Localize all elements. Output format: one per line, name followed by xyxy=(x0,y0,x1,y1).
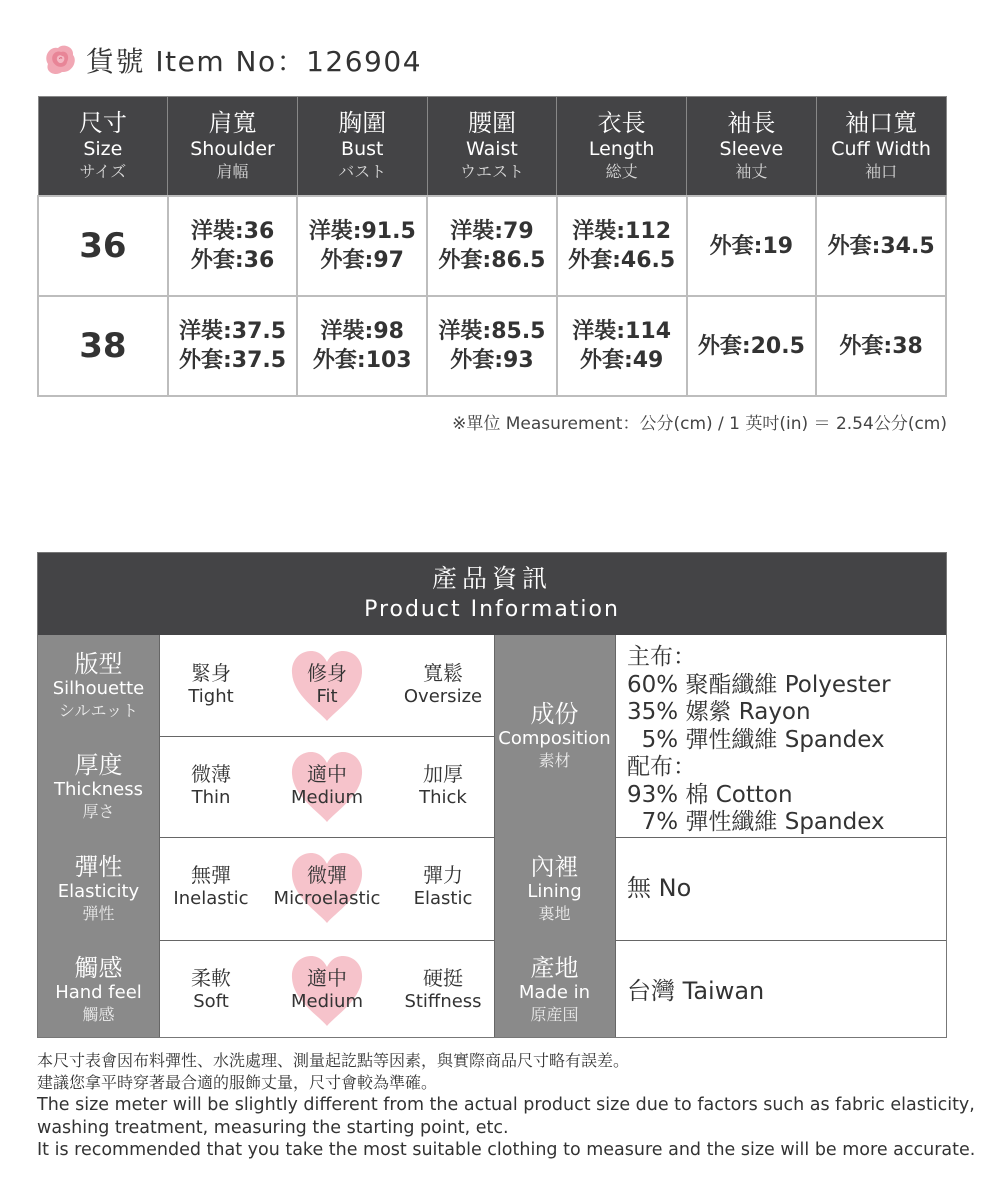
option-zh: 彈力 xyxy=(423,863,463,887)
header-zh: 腰圍 xyxy=(467,109,516,137)
column-header xyxy=(687,97,817,197)
footer-en-line-1: The size meter will be slightly different from the actual product size due to factors such as fabric elasticity, xyxy=(37,1095,975,1115)
option xyxy=(383,863,503,910)
option-zh: 微彈 xyxy=(307,863,347,887)
option-en: Tight xyxy=(188,686,234,707)
product-information-title-zh: 產品資訊 xyxy=(431,564,552,593)
option xyxy=(151,966,271,1013)
header-zh: 衣長 xyxy=(597,109,646,137)
column-header xyxy=(297,97,427,197)
size-value: 38 xyxy=(38,296,168,396)
header-en: Bust xyxy=(341,138,384,160)
option-en: Elastic xyxy=(413,888,473,909)
lining-label-jp: 裏地 xyxy=(538,903,571,923)
lining-label xyxy=(494,837,615,940)
option-selected xyxy=(267,966,387,1013)
measurement-cell xyxy=(816,196,946,296)
attribute-label xyxy=(38,736,159,837)
origin-label-en: Made in xyxy=(518,981,591,1003)
attribute-label-jp: 觸感 xyxy=(82,1004,115,1024)
column-header xyxy=(557,97,687,197)
header-en: Waist xyxy=(466,138,518,160)
measurement-value: 外套:49 xyxy=(579,348,664,373)
attribute-label-en: Thickness xyxy=(54,778,143,800)
option-zh: 加厚 xyxy=(423,762,463,786)
divider-line xyxy=(494,635,495,1038)
divider-line xyxy=(615,837,947,838)
size-table xyxy=(37,96,947,397)
option-zh: 硬挺 xyxy=(423,966,463,990)
item-header xyxy=(42,40,422,80)
option-en: Medium xyxy=(291,991,363,1012)
measurement-cell xyxy=(427,296,557,396)
option-en: Soft xyxy=(193,991,229,1012)
option-en: Fit xyxy=(316,686,338,707)
origin-label-zh: 產地 xyxy=(530,953,579,982)
measurement-cell xyxy=(427,196,557,296)
lining-label-zh: 內裡 xyxy=(530,852,579,881)
measurement-value: 外套:38 xyxy=(839,333,923,359)
header-jp: ウエスト xyxy=(459,162,524,181)
measurement-cell xyxy=(557,296,687,396)
attribute-label xyxy=(38,837,159,940)
option-zh: 適中 xyxy=(307,966,347,990)
header-en: Cuff Width xyxy=(831,138,931,160)
option xyxy=(383,966,503,1013)
option-zh: 柔軟 xyxy=(191,966,231,990)
measurement-cell xyxy=(557,196,687,296)
measurement-cell xyxy=(297,296,427,396)
measurement-cell xyxy=(687,196,817,296)
option-en: Thin xyxy=(191,787,231,808)
column-header xyxy=(38,97,168,197)
size-row xyxy=(38,296,946,396)
option-zh: 無彈 xyxy=(191,863,231,887)
origin-value: 台灣 Taiwan xyxy=(627,977,765,1005)
measurement-value: 洋裝:37.5 xyxy=(179,319,287,344)
footer-en-line-2: washing treatment, measuring the starting point, etc. xyxy=(37,1117,509,1138)
attribute-label-en: Silhouette xyxy=(52,677,145,699)
option xyxy=(383,762,503,809)
header-en: Shoulder xyxy=(190,138,275,160)
header-en: Length xyxy=(588,138,655,160)
option-selected xyxy=(267,863,387,910)
option-zh: 寬鬆 xyxy=(423,661,463,685)
divider-line xyxy=(159,940,494,941)
option-en: Stiffness xyxy=(404,991,482,1012)
measurement-value: 洋裝:85.5 xyxy=(438,319,546,344)
composition-label xyxy=(494,635,615,837)
footer-en-line-3: It is recommended that you take the most suitable clothing to measure and the size will be more accurate. xyxy=(37,1140,976,1160)
measurement-value: 外套:20.5 xyxy=(697,333,805,359)
header-jp: 袖丈 xyxy=(735,162,768,181)
footer-zh-line-2: 建議您拿平時穿著最合適的服飾丈量，尺寸會較為準確。 xyxy=(37,1073,438,1092)
measurement-value: 外套:97 xyxy=(320,248,404,273)
header-zh: 袖口寬 xyxy=(845,109,918,137)
option-selected xyxy=(267,762,387,809)
composition-line: 5% 彈性纖維 Spandex xyxy=(627,726,885,753)
attribute-label-en: Elasticity xyxy=(57,880,140,902)
footer-disclaimer xyxy=(37,1050,976,1162)
composition-line: 主布： xyxy=(627,644,696,670)
header-zh: 尺寸 xyxy=(78,109,127,137)
measurement-value: 外套:34.5 xyxy=(827,233,935,259)
option xyxy=(151,762,271,809)
measurement-value: 外套:19 xyxy=(709,233,794,259)
option xyxy=(383,661,503,708)
header-zh: 胸圍 xyxy=(338,109,387,137)
rose-icon xyxy=(42,42,78,78)
attribute-label-en: Hand feel xyxy=(55,981,142,1003)
measurement-cell xyxy=(687,296,817,396)
divider-line xyxy=(159,837,494,838)
composition-line: 配布： xyxy=(627,754,696,780)
option-zh: 適中 xyxy=(307,762,347,786)
header-jp: 袖口 xyxy=(865,162,898,181)
option xyxy=(151,863,271,910)
divider-line xyxy=(159,736,494,737)
composition-line: 93% 棉 Cotton xyxy=(627,781,793,808)
divider-line xyxy=(615,635,616,1038)
option-en: Medium xyxy=(291,787,363,808)
measurement-note: ※單位 Measurement：公分(cm) / 1 英吋(in) ＝ 2.54公分(cm) xyxy=(452,414,947,434)
item-number: 貨號 Item No：126904 xyxy=(86,45,423,78)
footer-zh-line-1: 本尺寸表會因布料彈性、水洗處理、測量起訖點等因素，與實際商品尺寸略有誤差。 xyxy=(37,1051,630,1070)
product-information-title-en: Product Information xyxy=(364,597,620,622)
composition-label-en: Composition xyxy=(498,728,611,749)
measurement-value: 洋裝:36 xyxy=(190,219,275,244)
header-jp: 肩幅 xyxy=(216,162,249,181)
header-zh: 肩寬 xyxy=(208,109,257,137)
option-en: Inelastic xyxy=(173,888,249,909)
header-zh: 袖長 xyxy=(727,109,776,137)
column-header xyxy=(816,97,946,197)
size-row xyxy=(38,196,946,296)
header-en: Sleeve xyxy=(719,138,784,160)
attribute-label xyxy=(38,940,159,1038)
composition-value xyxy=(627,644,891,837)
measurement-value: 外套:103 xyxy=(312,348,412,373)
attribute-label-zh: 觸感 xyxy=(74,953,123,982)
attribute-label-jp: 厚さ xyxy=(82,801,115,821)
attribute-label-zh: 厚度 xyxy=(74,750,123,779)
attribute-label-zh: 版型 xyxy=(74,649,123,678)
measurement-value: 外套:93 xyxy=(450,348,534,373)
option-zh: 修身 xyxy=(307,661,347,685)
option-zh: 緊身 xyxy=(191,661,231,685)
attribute-label-zh: 彈性 xyxy=(74,852,123,881)
attribute-label-jp: 弾性 xyxy=(82,903,115,923)
size-value: 36 xyxy=(38,196,168,296)
header-jp: 総丈 xyxy=(605,162,638,181)
composition-label-zh: 成份 xyxy=(530,700,579,728)
header-jp: バスト xyxy=(338,162,387,181)
lining-label-en: Lining xyxy=(527,880,582,902)
attribute-label-jp: シルエット xyxy=(58,700,139,720)
attribute-label xyxy=(38,635,159,736)
composition-line: 35% 嫘縈 Rayon xyxy=(627,699,811,725)
lining-value: 無 No xyxy=(627,874,692,902)
option-en: Microelastic xyxy=(273,888,381,909)
measurement-value: 洋裝:98 xyxy=(320,319,404,344)
measurement-value: 外套:37.5 xyxy=(179,348,287,373)
option-en: Thick xyxy=(419,787,467,808)
composition-line: 7% 彈性纖維 Spandex xyxy=(627,809,885,835)
option-selected xyxy=(267,661,387,708)
column-header xyxy=(427,97,557,197)
column-header xyxy=(168,97,298,197)
composition-label-jp: 素材 xyxy=(538,751,571,770)
measurement-value: 外套:46.5 xyxy=(568,248,676,273)
header-en: Size xyxy=(83,138,123,160)
measurement-cell xyxy=(168,196,298,296)
divider-line xyxy=(159,635,160,1038)
header-jp: サイズ xyxy=(79,162,127,181)
measurement-value: 洋裝:79 xyxy=(450,219,534,244)
measurement-value: 洋裝:112 xyxy=(572,219,672,244)
option xyxy=(151,661,271,708)
measurement-value: 洋裝:114 xyxy=(572,319,672,344)
measurement-value: 洋裝:91.5 xyxy=(308,219,416,244)
product-information-header xyxy=(38,553,946,635)
measurement-value: 外套:36 xyxy=(190,248,275,273)
origin-label xyxy=(494,940,615,1038)
product-information-panel xyxy=(37,552,947,1038)
measurement-cell xyxy=(816,296,946,396)
divider-line xyxy=(615,940,947,941)
composition-line: 60% 聚酯纖維 Polyester xyxy=(627,671,891,698)
option-zh: 微薄 xyxy=(191,762,231,786)
measurement-value: 外套:86.5 xyxy=(438,248,546,273)
origin-label-jp: 原産国 xyxy=(530,1004,579,1024)
measurement-cell xyxy=(168,296,298,396)
option-en: Oversize xyxy=(403,686,483,707)
measurement-cell xyxy=(297,196,427,296)
